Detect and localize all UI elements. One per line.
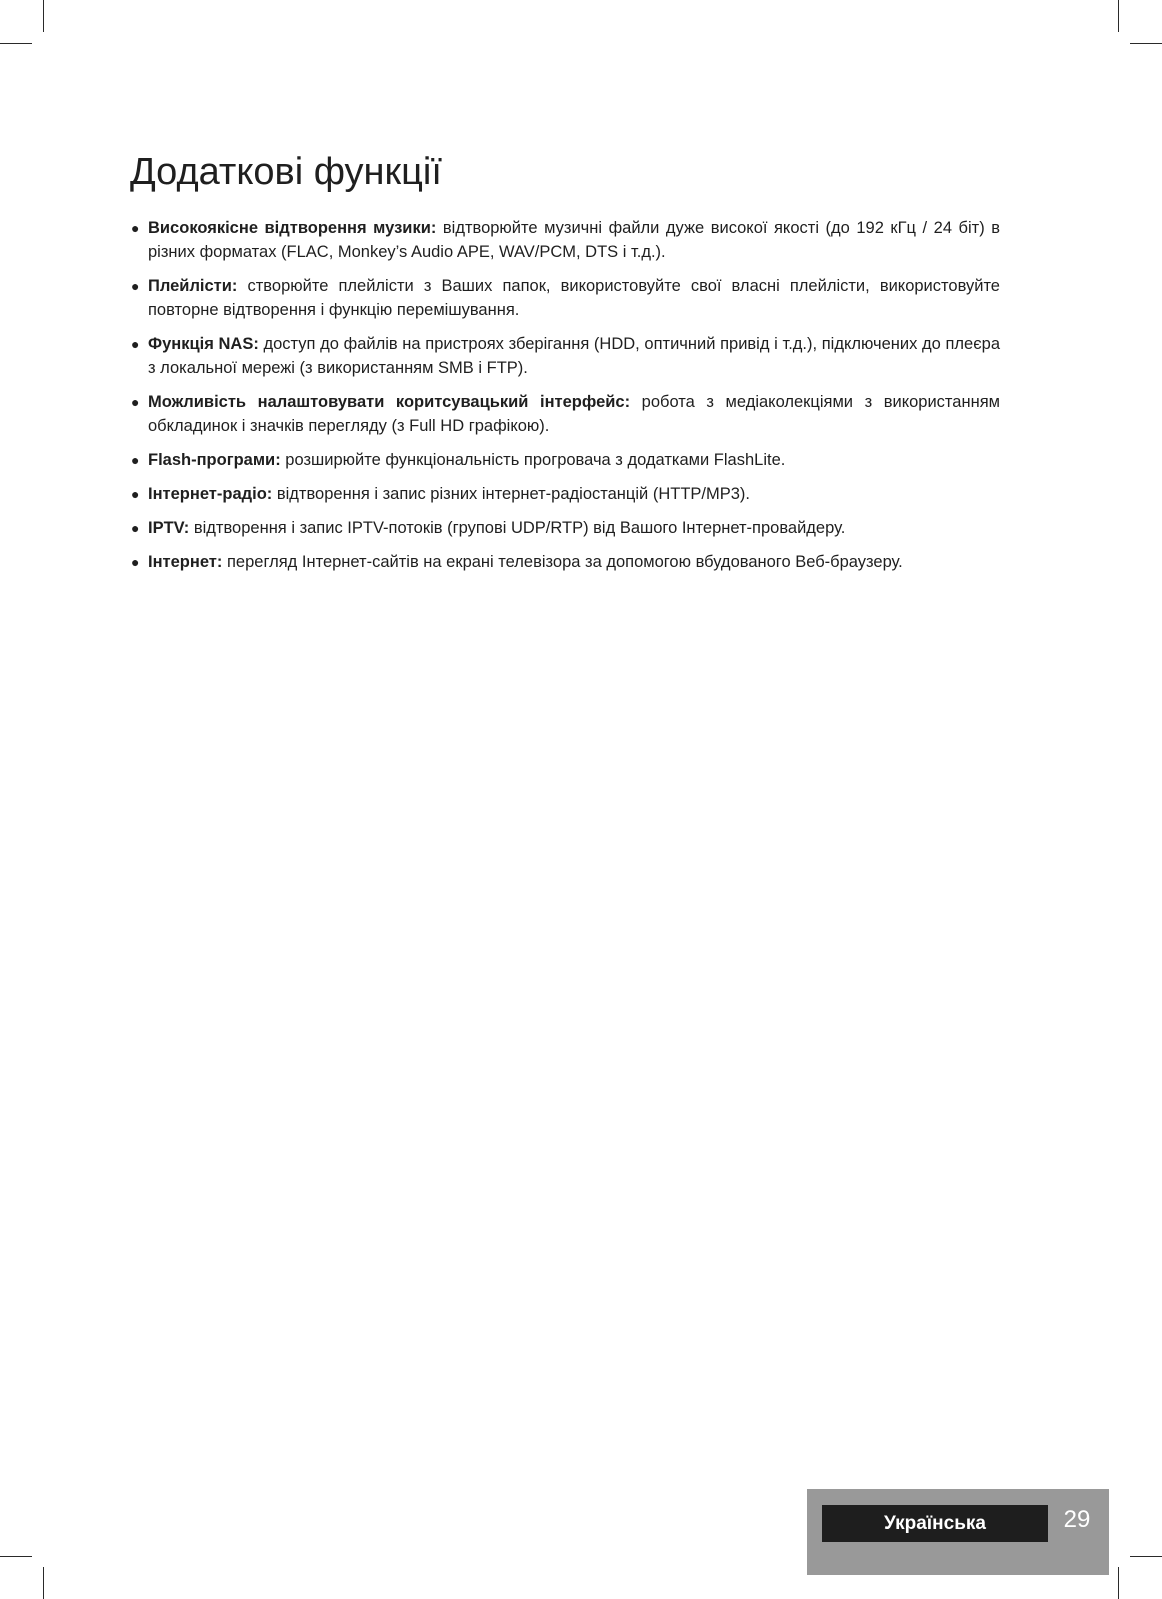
list-item — [131, 390, 1000, 438]
crop-mark-top-right-horizontal — [1130, 43, 1162, 44]
bullet-icon: ● — [131, 394, 140, 410]
feature-description: відтворення і запис IPTV-потоків (групові UDP/RTP) від Вашого Інтернет-провайдеру. — [189, 519, 846, 537]
crop-mark-bottom-left-vertical — [43, 1567, 44, 1599]
list-item — [131, 332, 1000, 380]
list-item — [131, 274, 1000, 322]
feature-name: Можливість налаштовувати коритсувацький інтерфейс: — [148, 393, 631, 411]
bullet-icon: ● — [131, 278, 140, 294]
language-label: Українська — [822, 1505, 1048, 1542]
footer-band — [807, 1489, 1109, 1575]
crop-mark-bottom-right-vertical — [1118, 1567, 1119, 1599]
crop-mark-top-right-vertical — [1118, 0, 1119, 32]
bullet-icon: ● — [131, 520, 140, 536]
feature-description: відтворення і запис різних інтернет-радіостанцій (HTTP/MP3). — [272, 485, 750, 503]
feature-name: IPTV: — [148, 519, 190, 537]
crop-mark-top-left-horizontal — [0, 43, 32, 44]
feature-description: відтворюйте музичні файли дуже високої якості (до 192 кГц / 24 біт) в різних форматах (FLAC, Monkey’s Audio APE, WAV/PCM, DTS і т.д.). — [148, 219, 1000, 261]
feature-description: перегляд Інтернет-сайтів на екрані телевізора за допомогою вбудованого Веб-браузеру. — [222, 553, 903, 571]
feature-list — [131, 216, 1000, 584]
crop-mark-bottom-left-horizontal — [0, 1556, 32, 1557]
list-item — [131, 448, 1000, 472]
bullet-icon: ● — [131, 220, 140, 236]
crop-mark-bottom-right-horizontal — [1130, 1556, 1162, 1557]
feature-name: Високоякісне відтворення музики: — [148, 219, 437, 237]
bullet-icon: ● — [131, 336, 140, 352]
list-item — [131, 216, 1000, 264]
list-item — [131, 516, 1000, 540]
crop-mark-top-left-vertical — [43, 0, 44, 32]
page-number: 29 — [1063, 1506, 1091, 1533]
feature-name: Плейлісти: — [148, 277, 238, 295]
page-title: Додаткові функції — [130, 151, 442, 193]
feature-description: робота з медіаколекціями з використанням обкладинок і значків перегляду (з Full HD графікою). — [148, 393, 1000, 435]
feature-description: створюйте плейлісти з Ваших папок, використовуйте свої власні плейлісти, використовуйте повторне відтворення і функцію перемішування. — [148, 277, 1000, 319]
feature-name: Функція NAS: — [148, 335, 259, 353]
list-item — [131, 482, 1000, 506]
feature-name: Інтернет: — [148, 553, 223, 571]
bullet-icon: ● — [131, 452, 140, 468]
bullet-icon: ● — [131, 554, 140, 570]
bullet-icon: ● — [131, 486, 140, 502]
feature-name: Flash-програми: — [148, 451, 281, 469]
feature-name: Інтернет-радіо: — [148, 485, 273, 503]
list-item — [131, 550, 1000, 574]
feature-description: розширюйте функціональність прогровача з додатками FlashLite. — [280, 451, 786, 469]
feature-description: доступ до файлів на пристроях зберігання (HDD, оптичний привід і т.д.), підключених до плеєра з локальної мережі (з використанням SMB і FTP). — [148, 335, 1000, 377]
